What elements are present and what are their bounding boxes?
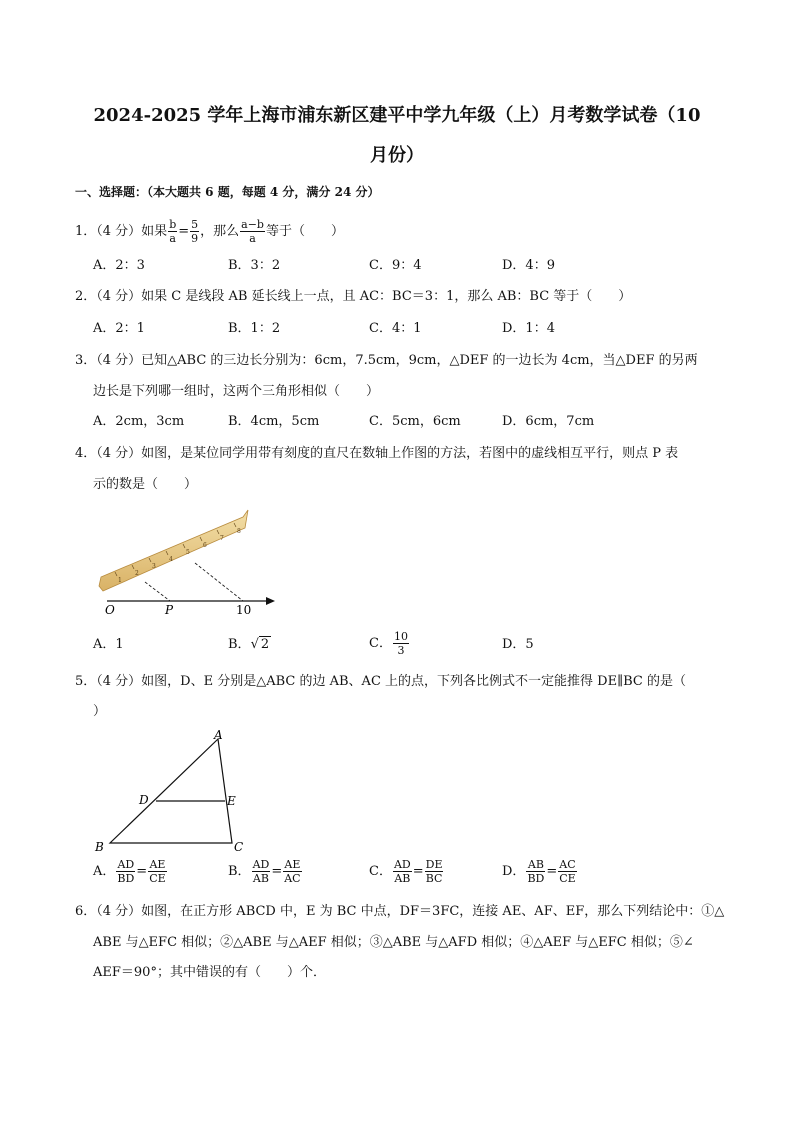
q1-option-a: A．2：3 (93, 258, 145, 273)
label-a: A (214, 728, 223, 742)
question-3-line2: 边长是下列哪一组时，这两个三角形相似（ ） (93, 384, 380, 399)
q2-option-a: A．2：1 (93, 321, 145, 336)
question-6-line1: 6．（4 分）如图，在正方形 ABCD 中，E 为 BC 中点，DF＝3FC，连接 AE、AF、EF，那么下列结论中：①△ (75, 904, 725, 919)
triangle-abc-figure (90, 727, 260, 855)
q4-option-b: B．√ 2 (228, 637, 270, 652)
question-1: 1．（4 分）如果 $\frac{b}{a}$ = $\frac{5}{9}$ ，那么 $\frac{a-b}{a}$ 等于（ ） (75, 218, 344, 245)
ruler-tick-3: 3 (152, 563, 156, 570)
q3-option-c: C．5cm，6cm (369, 414, 461, 429)
q1-option-c: C．9：4 (369, 258, 422, 273)
q3-option-a: A．2cm，3cm (93, 414, 185, 429)
label-e: E (227, 794, 236, 808)
q5-option-a: A． $\frac{AD}{BD}$ = $\frac{AE}{CE}$ (93, 858, 166, 885)
fraction-a-minus-b-over-a: $\frac{a-b}{a}$ (241, 218, 264, 245)
question-4-line1: 4．（4 分）如图，是某位同学用带有刻度的直尺在数轴上作图的方法，若图中的虚线相互平行，则点 P 表 (75, 446, 679, 461)
q1-option-b: B．3：2 (228, 258, 281, 273)
fraction-10-over-3: $\frac{10}{3}$ (393, 630, 408, 657)
dashed-line-to-p (145, 582, 170, 601)
q2-option-b: B．1：2 (228, 321, 281, 336)
ruler-tick-4: 4 (169, 556, 173, 563)
q2-option-d: D．1：4 (502, 321, 555, 336)
q2-option-c: C．4：1 (369, 321, 422, 336)
ruler-tick-8: 8 (237, 528, 241, 535)
ruler-tick-6: 6 (203, 542, 207, 549)
exam-title-line1: 2024-2025 学年上海市浦东新区建平中学九年级（上）月考数学试卷（10 (93, 105, 701, 126)
q5-option-d: D． $\frac{AB}{BD}$ = $\frac{AC}{CE}$ (502, 858, 576, 885)
q3-option-d: D．6cm，7cm (502, 414, 595, 429)
exam-title-line2: 月份） (370, 145, 424, 166)
ruler-tick-5: 5 (186, 549, 190, 556)
q5-option-b: B． $\frac{AD}{AB}$ = $\frac{AE}{AC}$ (228, 858, 301, 885)
label-d: D (139, 793, 149, 807)
q1-option-d: D．4：9 (502, 258, 555, 273)
question-2: 2．（4 分）如果 C 是线段 AB 延长线上一点，且 AC：BC＝3：1，那么 AB：BC 等于（ ） (75, 289, 632, 304)
label-p: P (165, 603, 174, 617)
question-6-line3: AEF＝90°；其中错误的有（ ）个． (93, 965, 326, 980)
label-b: B (95, 840, 104, 854)
q4-option-a: A．1 (93, 637, 124, 652)
question-4-line2: 示的数是（ ） (93, 477, 198, 492)
question-3-line1: 3．（4 分）已知△ABC 的三边长分别为：6cm，7.5cm，9cm，△DEF 的一边长为 4cm，当△DEF 的另两 (75, 353, 698, 368)
ruler-number-line-figure (95, 503, 280, 618)
fraction-5-over-9: $\frac{5}{9}$ (191, 218, 199, 245)
question-5-line1: 5．（4 分）如图，D、E 分别是△ABC 的边 AB、AC 上的点，下列各比例式不一定能推得 DE∥BC 的是（ (75, 674, 686, 689)
label-10: 10 (236, 603, 252, 617)
triangle-abc (110, 739, 232, 843)
ruler-tick-2: 2 (135, 570, 139, 577)
label-c: C (234, 840, 244, 854)
question-1-prefix: 1．（4 分）如果 (75, 224, 168, 239)
q4-option-d: D．5 (502, 637, 534, 652)
section-heading: 一、选择题：（本大题共 6 题，每题 4 分，满分 24 分） (75, 185, 380, 199)
question-6-line2: ABE 与△EFC 相似；②△ABE 与△AEF 相似；③△ABE 与△AFD 相似；④△AEF 与△EFC 相似；⑤∠ (93, 935, 694, 950)
ruler-tick-7: 7 (220, 535, 224, 542)
fraction-b-over-a: $\frac{b}{a}$ (169, 218, 177, 245)
ruler-tick-1: 1 (118, 577, 122, 584)
sqrt-symbol: √ 2 (250, 637, 270, 652)
q4-option-c: C． $\frac{10}{3}$ (369, 630, 408, 657)
question-5-line2: ） (93, 704, 107, 719)
label-o: O (105, 603, 115, 617)
q3-option-b: B．4cm，5cm (228, 414, 320, 429)
number-line-arrow (266, 597, 275, 605)
dashed-line-to-10 (195, 563, 243, 601)
q5-option-c: C． $\frac{AD}{AB}$ = $\frac{DE}{BC}$ (369, 858, 443, 885)
